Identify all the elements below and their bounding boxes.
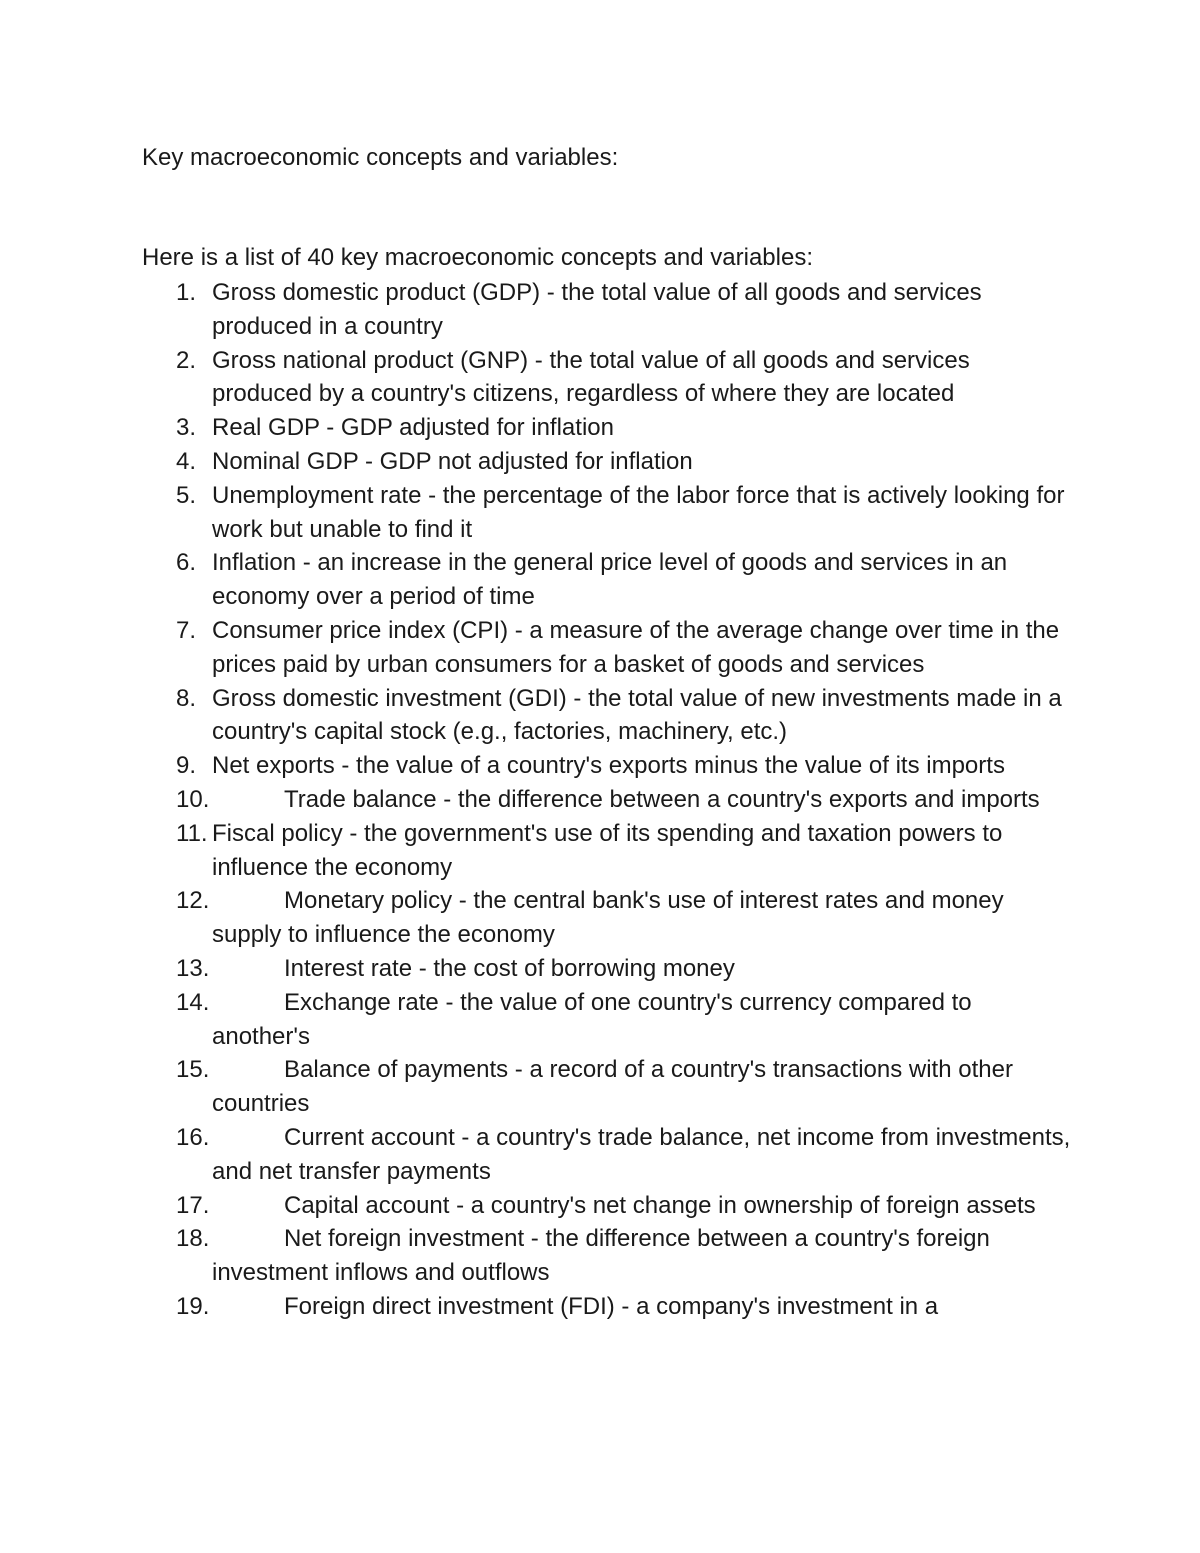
list-item-body (212, 1222, 1072, 1290)
list-item-number: 15. (176, 1056, 210, 1084)
list-item-text: Nominal GDP - GDP not adjusted for inflation (212, 447, 693, 475)
list-item (0, 952, 1200, 986)
list-item (0, 1053, 1200, 1121)
list-item (0, 783, 1200, 817)
list-item (0, 749, 1200, 783)
list-item (0, 479, 1200, 547)
list-item-text: Gross national product (GNP) - the total value of all goods and services produced by a country's citizens, regardless of where they are located (212, 346, 970, 408)
list-item-text: Net foreign investment - the difference between a country's foreign investment inflows and outflows (212, 1225, 990, 1287)
list-item (0, 445, 1200, 479)
list-item-text: Monetary policy - the central bank's use of interest rates and money supply to influence the economy (212, 887, 1004, 949)
list-item-text: Capital account - a country's net change in ownership of foreign assets (284, 1191, 1036, 1219)
list-item (0, 1189, 1200, 1223)
list-item-text: Net exports - the value of a country's exports minus the value of its imports (212, 752, 1005, 780)
list-item-text: Unemployment rate - the percentage of the labor force that is actively looking for work but unable to find it (212, 481, 1065, 543)
list-item-body (212, 884, 1072, 952)
list-item-text: Exchange rate - the value of one country's currency compared to another's (212, 988, 972, 1050)
list-item-number: 4. (176, 447, 197, 475)
concept-list (0, 276, 1200, 1324)
document-heading: Key macroeconomic concepts and variables: (142, 144, 619, 171)
list-item-number: 3. (176, 414, 197, 442)
list-item (0, 1222, 1200, 1290)
list-item (0, 1121, 1200, 1189)
list-item-number: 13. (176, 954, 210, 982)
list-item-number: 14. (176, 988, 210, 1016)
list-item (0, 614, 1200, 682)
list-item-text: Real GDP - GDP adjusted for inflation (212, 414, 614, 442)
list-item (0, 817, 1200, 885)
list-item-number: 6. (176, 549, 197, 577)
list-item-text: Gross domestic product (GDP) - the total value of all goods and services produced in a country (212, 279, 982, 340)
list-item-number: 12. (176, 887, 210, 915)
list-item-text: Current account - a country's trade balance, net income from investments, and net transfer payments (212, 1123, 1071, 1185)
list-item-text: Inflation - an increase in the general price level of goods and services in an economy over a period of time (212, 549, 1008, 611)
list-item-text: Fiscal policy - the government's use of its spending and taxation powers to influence the economy (212, 819, 1003, 881)
list-item-text: Consumer price index (CPI) - a measure of the average change over time in the prices paid by urban consumers for a basket of goods and services (212, 616, 1060, 678)
list-item (0, 986, 1200, 1054)
list-item-body (212, 986, 1072, 1054)
list-item-number: 2. (176, 346, 197, 374)
list-item-body (212, 1189, 1072, 1223)
list-item-number: 18. (176, 1225, 210, 1253)
list-item-text: Interest rate - the cost of borrowing money (284, 954, 735, 982)
list-item (0, 411, 1200, 445)
list-item-number: 1. (176, 279, 197, 306)
list-item-number: 7. (176, 616, 197, 644)
intro-paragraph: Here is a list of 40 key macroeconomic concepts and variables: (142, 244, 813, 271)
list-item-body (212, 1121, 1072, 1189)
list-item-body (212, 1053, 1072, 1121)
list-item-body (212, 952, 1072, 986)
list-item-text: Trade balance - the difference between a country's exports and imports (284, 785, 1040, 813)
list-item-body (212, 783, 1072, 817)
list-item-number: 9. (176, 752, 197, 780)
list-item (0, 344, 1200, 412)
list-item-number: 11. (176, 819, 208, 847)
list-item-number: 10. (176, 785, 210, 813)
list-item (0, 276, 1200, 344)
list-item (0, 682, 1200, 750)
list-item (0, 1290, 1200, 1324)
list-item (0, 884, 1200, 952)
list-item-text: Foreign direct investment (FDI) - a company's investment in a (284, 1292, 939, 1320)
list-item-number: 17. (176, 1191, 210, 1219)
list-item-number: 16. (176, 1123, 210, 1151)
list-item-body (212, 1290, 1072, 1324)
list-item (0, 546, 1200, 614)
list-item-number: 5. (176, 481, 197, 509)
list-item-number: 19. (176, 1292, 210, 1320)
list-item-text: Balance of payments - a record of a country's transactions with other countries (212, 1056, 1013, 1118)
list-item-number: 8. (176, 684, 197, 712)
list-item-text: Gross domestic investment (GDI) - the total value of new investments made in a country's capital stock (e.g., factories, machinery, etc.) (212, 684, 1062, 746)
